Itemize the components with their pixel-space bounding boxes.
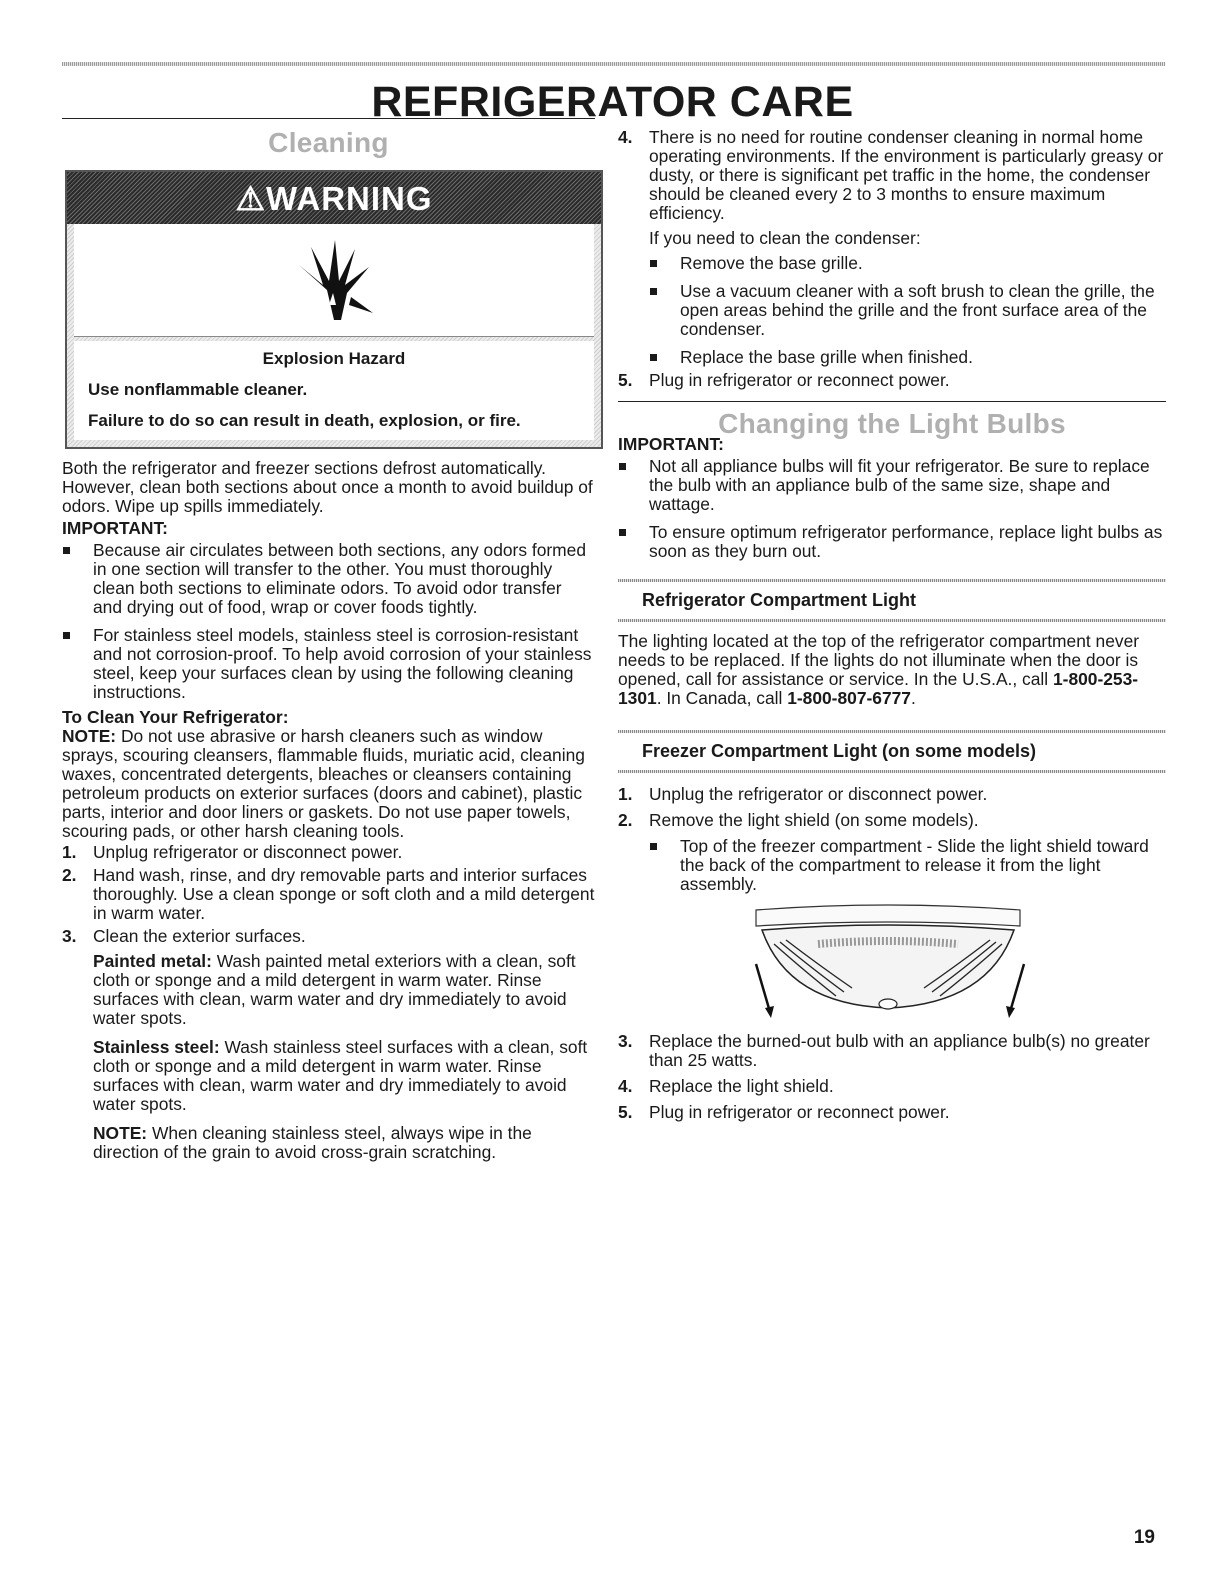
- list-item: For stainless steel models, stainless steel is corrosion-resistant and not corrosion-proof. To help avoid corrosion of your stainless steel, keep your surfaces clean by using the following cleaning instructions.: [62, 626, 595, 702]
- bulbs-heading: Changing the Light Bulbs: [718, 408, 1066, 439]
- light-shield-illustration: [748, 904, 1166, 1026]
- cleaning-heading: Cleaning: [268, 127, 389, 158]
- fridge-text-a: The lighting located at the top of the refrigerator compartment never needs to be replaced. If the lights do not illuminate when the door is opened, call for assistance or service. In the U.S.A., call: [618, 631, 1140, 689]
- warning-box: [65, 170, 603, 449]
- list-item: [62, 843, 595, 862]
- page-number: 19: [1133, 1527, 1155, 1548]
- list-item: [62, 866, 595, 923]
- stainless-paragraph: [93, 1038, 595, 1114]
- fridge-light-text: [618, 632, 1166, 708]
- page-title: REFRIGERATOR CARE: [371, 78, 854, 126]
- step-text: Unplug refrigerator or disconnect power.: [93, 842, 403, 862]
- warning-text: [74, 341, 594, 440]
- step-number: 2.: [62, 865, 77, 885]
- list-item: Remove the base grille.: [649, 254, 1166, 273]
- list-item: [618, 811, 1166, 894]
- list-item: To ensure optimum refrigerator performance, replace light bulbs as soon as they burn out.: [618, 523, 1166, 561]
- step-number: 4.: [618, 1076, 633, 1096]
- section-rule: [618, 401, 1166, 402]
- left-column: [62, 118, 595, 1162]
- step-text: Plug in refrigerator or reconnect power.: [649, 1102, 950, 1122]
- note-text: Do not use abrasive or harsh cleaners such as window sprays, scouring cleansers, flammable fluids, muriatic acid, cleaning waxes, concentrated detergents, bleaches or cleansers containing petroleum products on exterior surfaces (doors and cabinet), plastic parts, interior and door liners or gaskets. Do not use paper towels, scouring pads, or other harsh cleaning tools.: [62, 726, 585, 841]
- fridge-text-c: .: [910, 688, 916, 708]
- note2-text: When cleaning stainless steel, always wipe in the direction of the grain to avoid cross-grain scratching.: [93, 1123, 532, 1162]
- step-number: 3.: [618, 1031, 633, 1051]
- warning-label: ⚠WARNING: [235, 179, 433, 217]
- phone-us: 1-800-253-1301: [618, 669, 1139, 708]
- step-number: 1.: [618, 784, 633, 804]
- step-text: Hand wash, rinse, and dry removable parts and interior surfaces thoroughly. Use a clean sponge or soft cloth and a mild detergent in warm water.: [93, 865, 595, 923]
- list-item: [618, 128, 1166, 367]
- list-item: Use a vacuum cleaner with a soft brush to clean the grille, the open areas behind the grille and the front surface area of the condenser.: [649, 282, 1166, 339]
- phone-canada: 1-800-807-6777: [787, 688, 911, 708]
- condenser-steps: [618, 128, 1166, 390]
- section-rule: [62, 118, 595, 119]
- warning-header: [67, 172, 601, 224]
- important-label: IMPORTANT:: [618, 434, 724, 454]
- note2-label: NOTE:: [93, 1123, 148, 1143]
- freezer-light-heading: Freezer Compartment Light (on some models): [618, 730, 1166, 773]
- list-item: [62, 927, 595, 1162]
- list-item: Replace the base grille when finished.: [649, 348, 1166, 367]
- warning-line-2: Failure to do so can result in death, explosion, or fire.: [88, 411, 521, 430]
- note2-paragraph: [93, 1124, 595, 1162]
- bulbs-important-list: [618, 457, 1166, 561]
- right-column: [618, 128, 1166, 1122]
- step-number: 3.: [62, 926, 77, 946]
- stainless-label: Stainless steel:: [93, 1037, 220, 1057]
- step-text: Unplug the refrigerator or disconnect power.: [649, 784, 988, 804]
- cleaning-steps: [62, 843, 595, 1162]
- step-text: Replace the light shield.: [649, 1076, 834, 1096]
- list-item: [618, 1103, 1166, 1122]
- condenser-bullets: [649, 254, 1166, 367]
- step-text: There is no need for routine condenser cleaning in normal home operating environments. If the environment is particularly greasy or dusty, or there is significant pet traffic in the home, the condenser should be cleaned every 2 to 3 months to ensure maximum efficiency.: [649, 127, 1164, 223]
- painted-label: Painted metal:: [93, 951, 212, 971]
- important-label: IMPORTANT:: [62, 518, 168, 538]
- step-number: 2.: [618, 810, 633, 830]
- step-text: Clean the exterior surfaces.: [93, 926, 306, 946]
- step-text: Remove the light shield (on some models).: [649, 810, 979, 830]
- list-item: [618, 1032, 1166, 1070]
- explosion-icon: [74, 224, 594, 337]
- fridge-light-heading: Refrigerator Compartment Light: [618, 579, 1166, 622]
- list-item: [618, 785, 1166, 804]
- list-item: Top of the freezer compartment - Slide the light shield toward the back of the compartment to release it from the light assembly.: [649, 837, 1166, 894]
- list-item: [618, 1077, 1166, 1096]
- freezer-sub-bullets: [649, 837, 1166, 894]
- freezer-steps-a: [618, 785, 1166, 894]
- note-paragraph: [62, 727, 595, 841]
- hazard-title: Explosion Hazard: [262, 349, 406, 368]
- stainless-text: Wash stainless steel surfaces with a clean, soft cloth or sponge and a mild detergent in warm water. Rinse surfaces with clean, warm water and dry immediately to avoid water spots.: [93, 1037, 588, 1114]
- to-clean-heading: To Clean Your Refrigerator:: [62, 707, 289, 727]
- freezer-steps-b: [618, 1032, 1166, 1122]
- step-text: Plug in refrigerator or reconnect power.: [649, 370, 950, 390]
- step-number: 4.: [618, 127, 633, 147]
- list-item: Because air circulates between both sections, any odors formed in one section will transfer to the other. You must thoroughly clean both sections to eliminate odors. To avoid odor transfer and drying out of food, wrap or cover foods tightly.: [62, 541, 595, 617]
- condenser-intro: If you need to clean the condenser:: [649, 228, 921, 248]
- step-number: 5.: [618, 370, 633, 390]
- top-rule: [62, 62, 1165, 66]
- painted-metal-paragraph: [93, 952, 595, 1028]
- step-number: 5.: [618, 1102, 633, 1122]
- step-number: 1.: [62, 842, 77, 862]
- list-item: Not all appliance bulbs will fit your refrigerator. Be sure to replace the bulb with an appliance bulb of the same size, shape and wattage.: [618, 457, 1166, 514]
- step-text: Replace the burned-out bulb with an appliance bulb(s) no greater than 25 watts.: [649, 1031, 1150, 1070]
- note-label: NOTE:: [62, 726, 117, 746]
- warning-line-1: Use nonflammable cleaner.: [88, 380, 308, 399]
- fridge-text-b: . In Canada, call: [656, 688, 788, 708]
- important-list: [62, 541, 595, 702]
- list-item: [618, 371, 1166, 390]
- painted-text: Wash painted metal exteriors with a clean, soft cloth or sponge and a mild detergent in warm water. Rinse surfaces with clean, warm water and dry immediately to avoid water spots.: [93, 951, 576, 1028]
- cleaning-intro: Both the refrigerator and freezer sections defrost automatically. However, clean both sections about once a month to avoid buildup of odors. Wipe up spills immediately.: [62, 458, 593, 516]
